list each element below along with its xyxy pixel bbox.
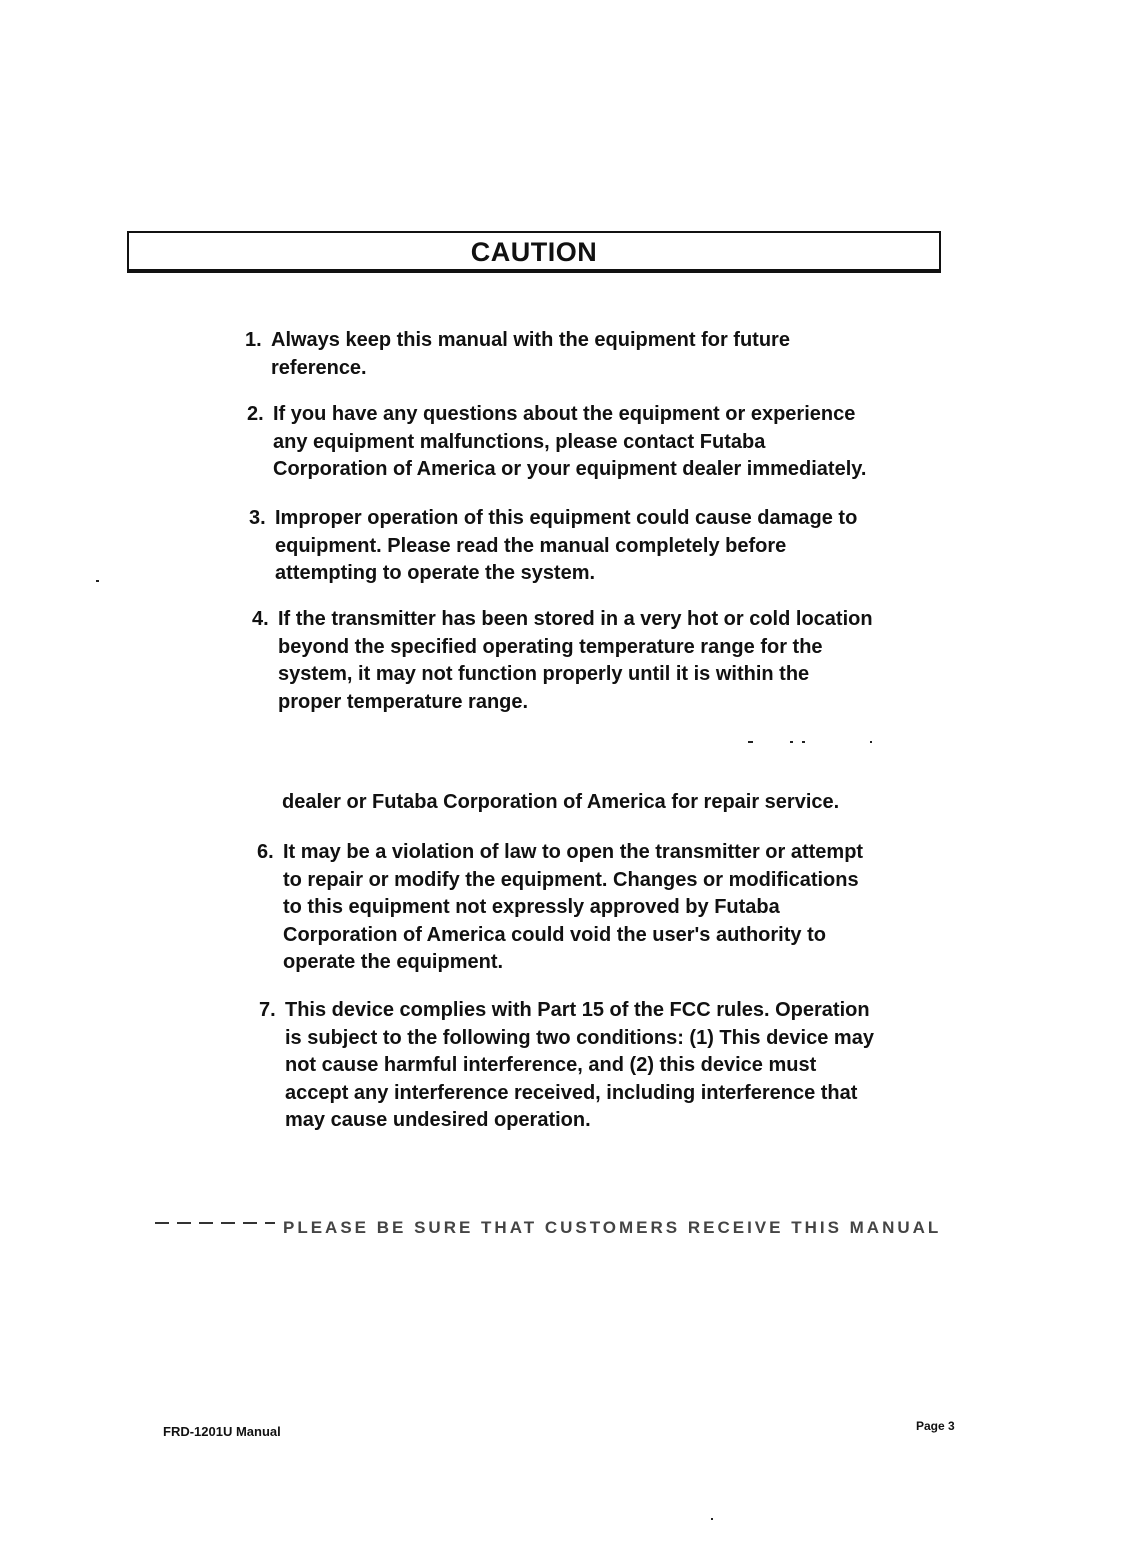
footer-page-number: Page 3	[916, 1419, 955, 1433]
item-line: to this equipment not expressly approved by Futaba	[283, 896, 780, 918]
item-line: to repair or modify the equipment. Changes or modifications	[283, 868, 859, 891]
caution-item-3	[249, 505, 857, 588]
item-number: 3.	[249, 507, 266, 529]
dealer-notice-cutoff: PLEASE BE SURE THAT CUSTOMERS RECEIVE THIS MANUAL	[155, 1213, 945, 1227]
item-line: any equipment malfunctions, please contact Futaba	[273, 430, 766, 453]
footer-manual-name: FRD-1201U Manual	[163, 1424, 281, 1439]
scan-speck	[790, 741, 793, 743]
item-line: If you have any questions about the equipment or experience	[273, 403, 856, 425]
caution-item-6	[257, 839, 863, 977]
scan-speck	[802, 741, 805, 743]
caution-header-box	[127, 231, 941, 273]
scan-speck	[96, 580, 99, 582]
caution-item-1	[245, 327, 790, 382]
caution-item-4	[252, 606, 873, 716]
item-line: It may be a violation of law to open the transmitter or attempt	[283, 841, 864, 863]
item-line: equipment. Please read the manual completely before	[275, 534, 787, 557]
item-line: Improper operation of this equipment could cause damage to	[275, 507, 858, 529]
item-line: may cause undesired operation.	[285, 1109, 591, 1131]
caution-item-7	[259, 997, 874, 1135]
item-line: Corporation of America could void the user's authority to	[283, 923, 826, 946]
item-line: system, it may not function properly until it is within the	[278, 663, 810, 685]
item-line: If the transmitter has been stored in a very hot or cold location	[278, 608, 873, 630]
item-line: reference.	[271, 356, 367, 379]
item-number: 6.	[257, 841, 274, 863]
item-number: 7.	[259, 999, 276, 1021]
item-number: 4.	[252, 608, 269, 630]
item-line: Corporation of America or your equipment dealer immediately.	[273, 458, 867, 480]
item-line: attempting to operate the system.	[275, 562, 596, 584]
item-number: 1.	[245, 329, 262, 351]
scan-speck	[870, 741, 872, 743]
caution-title: CAUTION	[470, 237, 598, 267]
item-number: 2.	[247, 403, 264, 425]
scan-speck	[711, 1518, 713, 1520]
item-line: operate the equipment.	[283, 951, 504, 973]
item-line: accept any interference received, including interference that	[285, 1081, 858, 1104]
item-line: This device complies with Part 15 of the FCC rules. Operation	[285, 999, 870, 1021]
item-line: proper temperature range.	[278, 690, 529, 713]
item-line: Always keep this manual with the equipment for future	[271, 329, 790, 351]
caution-item-2	[247, 401, 866, 484]
item-line: is subject to the following two conditions: (1) This device may	[285, 1026, 874, 1049]
item-5-continuation: dealer or Futaba Corporation of America for repair service.	[282, 791, 840, 813]
item-line: not cause harmful interference, and (2) this device must	[285, 1054, 817, 1076]
scan-speck	[748, 741, 753, 743]
item-line: beyond the specified operating temperature range for the	[278, 635, 823, 658]
